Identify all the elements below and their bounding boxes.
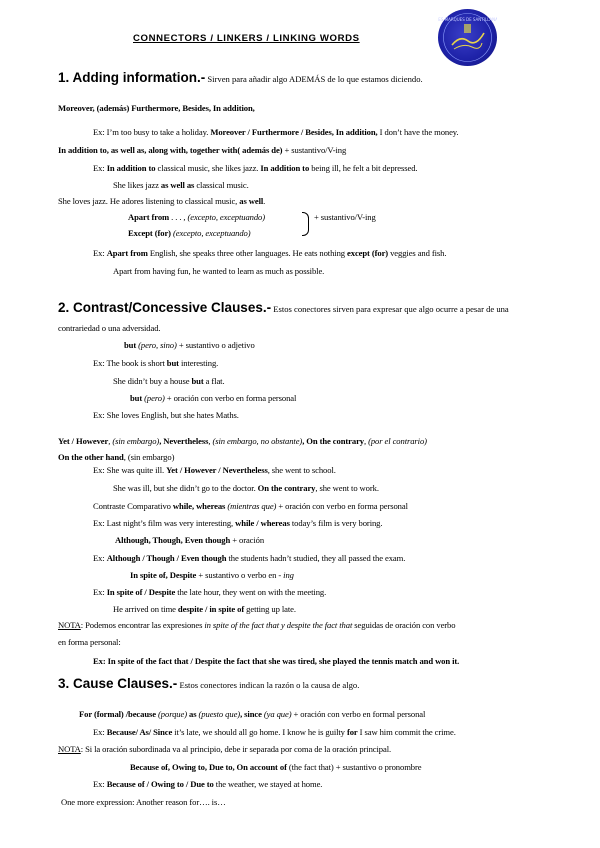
contrast-connectors-list-2: On the other hand, (sin embargo) bbox=[58, 452, 175, 462]
example-line: She likes jazz as well as classical music. bbox=[113, 180, 249, 190]
comparative-contrast: Contraste Comparativo while, whereas (mientras que) + oración con verbo en forma personal bbox=[93, 501, 408, 511]
example-line: Ex: Although / Though / Even though the students hadn’t studied, they all passed the exam. bbox=[93, 553, 406, 563]
section-3-heading bbox=[58, 676, 359, 691]
brace-icon bbox=[302, 212, 309, 236]
adding-connectors-list: Moreover, (además) Furthermore, Besides, In addition, bbox=[58, 103, 255, 113]
except-connector: Except (for) (excepto, exceptuando) bbox=[128, 228, 251, 238]
example-line: Ex: She loves English, but she hates Maths. bbox=[93, 410, 239, 420]
example-line: Ex: She was quite ill. Yet / However / Nevertheless, she went to school. bbox=[93, 465, 336, 475]
section-2-description-2: contrariedad o una adversidad. bbox=[58, 323, 161, 333]
in-spite-of-connector: In spite of, Despite + sustantivo o verbo en - ing bbox=[130, 570, 294, 580]
example-line: Ex: In spite of the fact that / Despite the fact that she was tired, she played the tennis match and won it. bbox=[93, 656, 460, 666]
contrast-connectors-list: Yet / However, (sin embargo), Nevertheless, (sin embargo, no obstante), On the contrary, (por el contrario) bbox=[58, 436, 427, 446]
because-of-connector: Because of, Owing to, Due to, On account of (the fact that) + sustantivo o pronombre bbox=[130, 762, 422, 772]
cause-connectors-list: For (formal) /because (porque) as (puesto que), since (ya que) + oración con verbo en formal personal bbox=[79, 709, 426, 719]
adding-connectors-list-2: In addition to, as well as, along with, together with( además de) + sustantivo/V-ing bbox=[58, 145, 347, 155]
example-line: He arrived on time despite / in spite of getting up late. bbox=[113, 604, 296, 614]
section-3-title: 3. Cause Clauses.- bbox=[58, 676, 178, 691]
example-line: She was ill, but she didn’t go to the doctor. On the contrary, she went to work. bbox=[113, 483, 379, 493]
note: NOTA: Si la oración subordinada va al principio, debe ir separada por coma de la oración principal. bbox=[58, 744, 392, 754]
page-title: CONNECTORS / LINKERS / LINKING WORDS bbox=[133, 33, 360, 44]
institution-seal-icon bbox=[438, 9, 497, 66]
section-2-description: Estos conectores sirven para expresar que algo ocurre a pesar de una bbox=[271, 304, 509, 314]
example-line: Ex: Because/ As/ Since it’s late, we should all go home. I know he is guilty for I saw him commit the crime. bbox=[93, 727, 456, 737]
example-line: Apart from having fun, he wanted to learn as much as possible. bbox=[113, 266, 325, 276]
example-line: Ex: The book is short but interesting. bbox=[93, 358, 219, 368]
example-line: She loves jazz. He adores listening to classical music, as well. bbox=[58, 196, 266, 206]
note-continuation: en forma personal: bbox=[58, 637, 121, 647]
example-line: Ex: Last night’s film was very interesting, while / whereas today’s film is very boring. bbox=[93, 518, 383, 528]
brace-note: + sustantivo/V-ing bbox=[314, 212, 376, 222]
although-connector: Although, Though, Even though + oración bbox=[115, 535, 265, 545]
example-line: Ex: Because of / Owing to / Due to the weather, we stayed at home. bbox=[93, 779, 323, 789]
example-line: Ex: In addition to classical music, she likes jazz. In addition to being ill, he felt a bit depressed. bbox=[93, 163, 418, 173]
example-line: Ex: Apart from English, she speaks three other languages. He eats nothing except (for) veggies and fish. bbox=[93, 248, 447, 258]
but-connector: but (pero, sino) + sustantivo o adjetivo bbox=[124, 340, 255, 350]
note: NOTA: Podemos encontrar las expresiones in spite of the fact that y despite the fact that seguidas de oración con verbo bbox=[58, 620, 456, 630]
example-line: She didn’t buy a house but a flat. bbox=[113, 376, 225, 386]
example-line: Ex: In spite of / Despite the late hour, they went on with the meeting. bbox=[93, 587, 327, 597]
section-2-title: 2. Contrast/Concessive Clauses.- bbox=[58, 300, 272, 315]
section-3-description: Estos conectores indican la razón o la causa de algo. bbox=[177, 680, 360, 690]
section-2-heading bbox=[58, 300, 509, 315]
extra-expression: One more expression: Another reason for…. is… bbox=[61, 797, 226, 807]
but-connector-2: but (pero) + oración con verbo en forma personal bbox=[130, 393, 297, 403]
section-1-heading bbox=[58, 70, 423, 85]
example-line: Ex: I’m too busy to take a holiday. Moreover / Furthermore / Besides, In addition, I don’t have the money. bbox=[93, 127, 459, 137]
section-1-title: 1. Adding information.- bbox=[58, 70, 206, 85]
apart-from-connector: Apart from . . . , (excepto, exceptuando) bbox=[128, 212, 266, 222]
section-1-description: Sirven para añadir algo ADEMÁS de lo que estamos diciendo. bbox=[205, 74, 423, 84]
logo-text: IES MARQUES DE SANTILLANA bbox=[438, 17, 497, 22]
